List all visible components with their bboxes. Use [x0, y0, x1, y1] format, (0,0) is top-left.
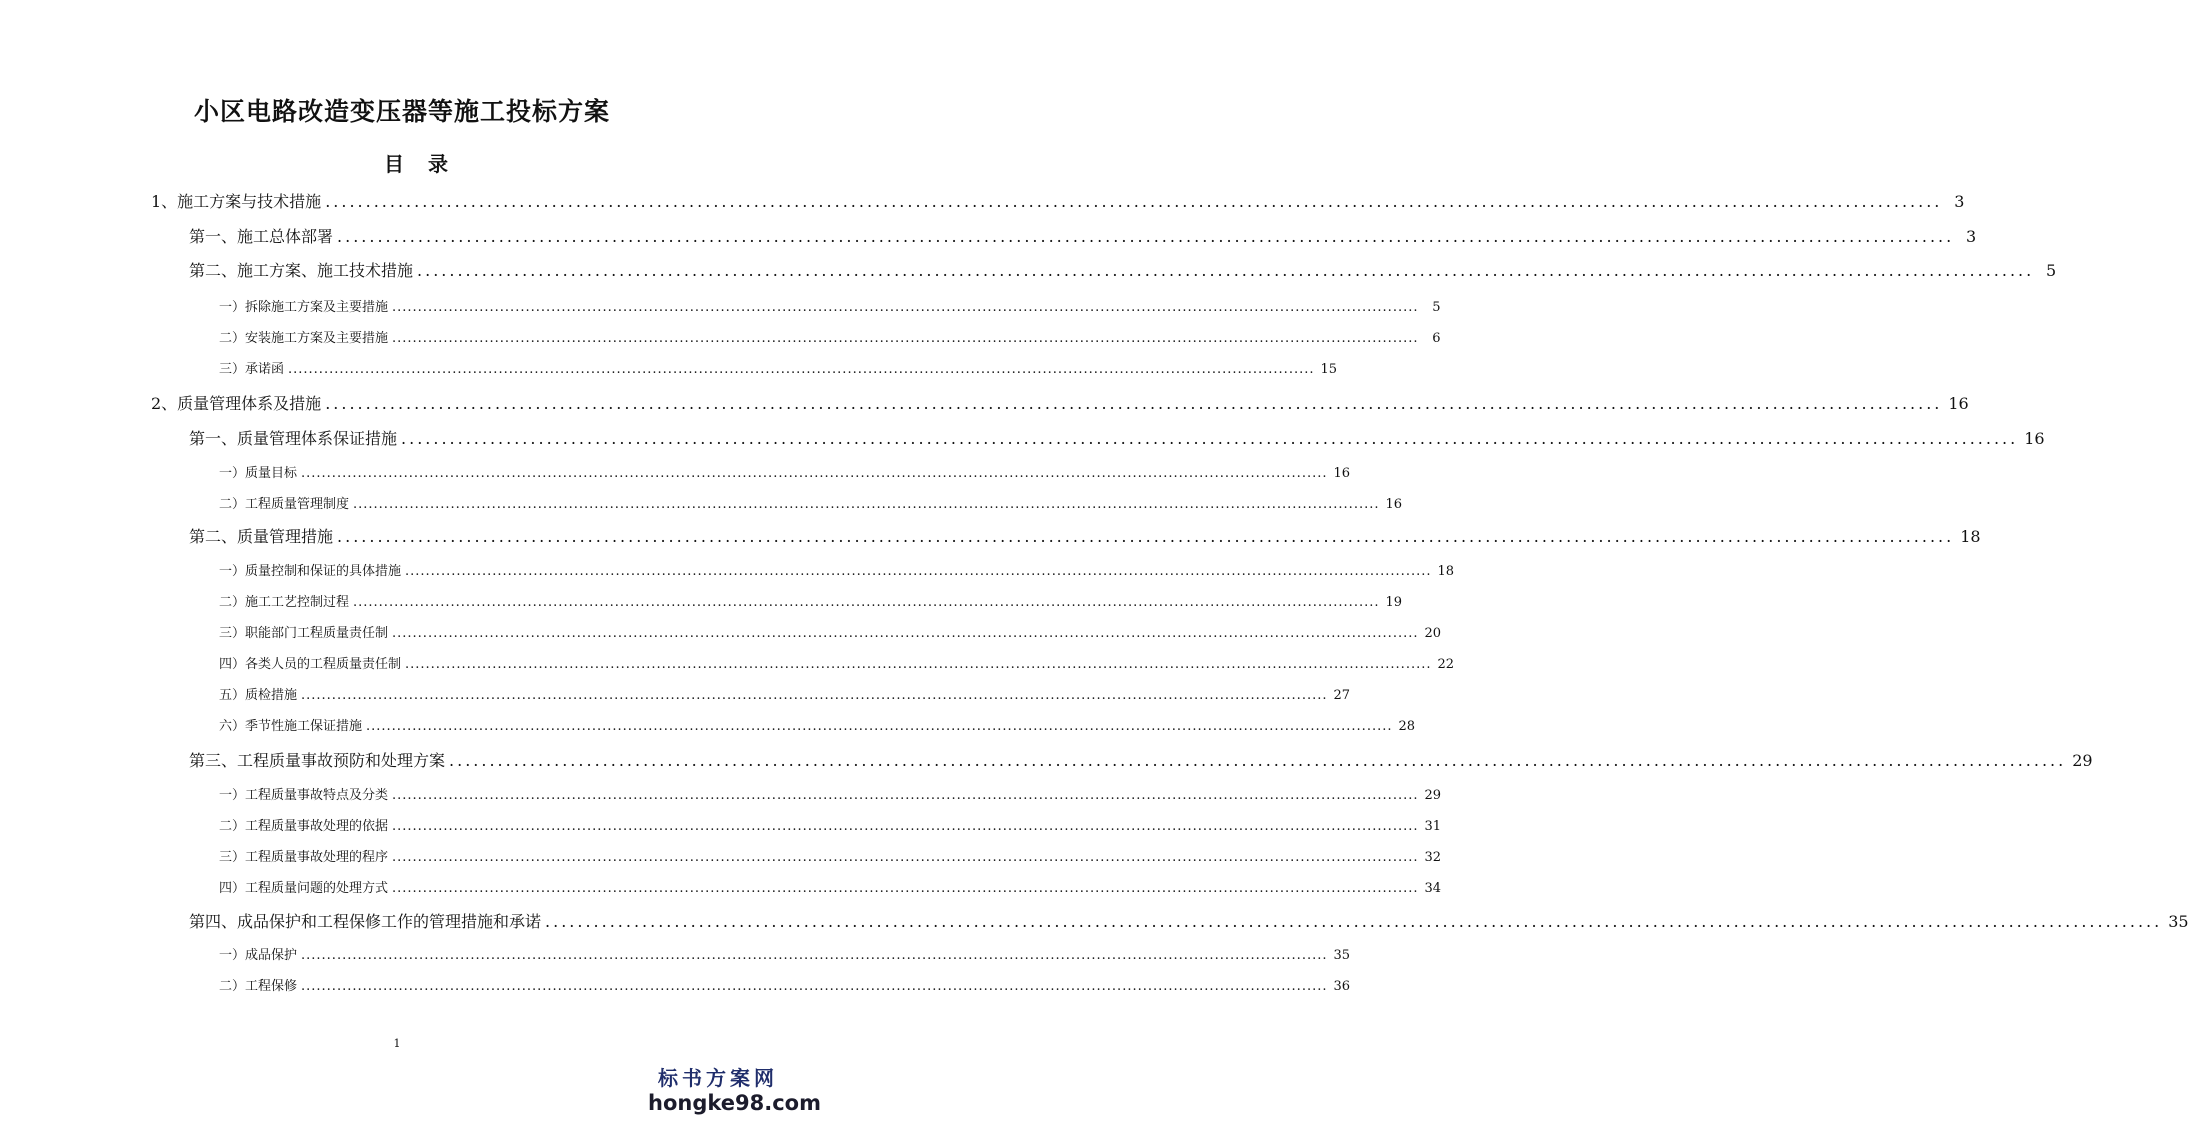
toc-entry[interactable]	[219, 358, 1338, 382]
toc-entry-label: 第一、施工总体部署	[189, 227, 334, 246]
toc-entry-label: 三）工程质量事故处理的程序	[219, 850, 389, 865]
toc-leader-dots: ........................................................................................................................................................................................................	[392, 850, 1419, 865]
toc-entry-label: 二）工程保修	[219, 979, 298, 994]
toc-entry-page: 16	[1333, 466, 1351, 481]
toc-entry-page: 3	[1966, 227, 1977, 246]
toc-entry-page: 20	[1424, 626, 1442, 641]
toc-entry[interactable]	[219, 846, 1442, 870]
toc-leader-dots: ........................................................................................................................................................................................................	[392, 626, 1419, 641]
toc-entry-label: 第二、施工方案、施工技术措施	[189, 261, 414, 280]
toc-entry-label: 一）拆除施工方案及主要措施	[219, 300, 389, 315]
toc-entry-page: 36	[1333, 979, 1351, 994]
toc-entry-page: 16	[1948, 394, 1969, 413]
toc-heading-left: 目	[384, 152, 404, 176]
toc-entry[interactable]	[219, 327, 1441, 351]
toc-leader-dots: ........................................................................................................................................................................................................	[405, 564, 1432, 579]
toc-entry-label: 第四、成品保护和工程保修工作的管理措施和承诺	[189, 912, 542, 931]
toc-entry-label: 一）质量控制和保证的具体措施	[219, 564, 402, 579]
toc-entry[interactable]	[219, 944, 1351, 968]
toc-leader-dots: ........................................................................................................................................................................................................	[325, 192, 1943, 211]
toc-entry-page: 6	[1432, 331, 1441, 346]
toc-entry[interactable]	[189, 427, 2045, 451]
toc-leader-dots: ........................................................................................................................................................................................................	[353, 497, 1380, 512]
toc-leader-dots: ........................................................................................................................................................................................................	[545, 912, 2163, 931]
toc-leader-dots: ........................................................................................................................................................................................................	[392, 819, 1419, 834]
toc-entry-label: 第三、工程质量事故预防和处理方案	[189, 751, 446, 770]
toc-entry-label: 第二、质量管理措施	[189, 527, 334, 546]
toc-entry[interactable]	[219, 715, 1416, 739]
toc-entry-page: 15	[1320, 362, 1338, 377]
toc-entry[interactable]	[219, 622, 1442, 646]
toc-leader-dots: ........................................................................................................................................................................................................	[401, 429, 2019, 448]
toc-entry-label: 二）施工工艺控制过程	[219, 595, 350, 610]
toc-entry-label: 一）质量目标	[219, 466, 298, 481]
toc-entry-label: 1、施工方案与技术措施	[151, 192, 322, 211]
toc-leader-dots: ........................................................................................................................................................................................................	[337, 227, 1955, 246]
toc-entry-label: 第一、质量管理体系保证措施	[189, 429, 398, 448]
toc-entry[interactable]	[219, 815, 1442, 839]
toc-entry-label: 二）安装施工方案及主要措施	[219, 331, 389, 346]
toc-entry[interactable]	[219, 653, 1455, 677]
toc-entry[interactable]	[189, 910, 2189, 934]
toc-leader-dots: ........................................................................................................................................................................................................	[366, 719, 1393, 734]
toc-entry[interactable]	[219, 493, 1403, 517]
toc-entry[interactable]	[189, 259, 2057, 283]
toc-entry-label: 三）职能部门工程质量责任制	[219, 626, 389, 641]
toc-leader-dots: ........................................................................................................................................................................................................	[392, 331, 1419, 346]
toc-entry[interactable]	[189, 749, 2093, 773]
watermark-url: hongke98.com	[648, 1091, 821, 1115]
toc-entry-page: 32	[1424, 850, 1442, 865]
toc-leader-dots: ........................................................................................................................................................................................................	[353, 595, 1380, 610]
toc-entry-page: 3	[1954, 192, 1965, 211]
toc-entry-page: 16	[2024, 429, 2045, 448]
toc-leader-dots: ........................................................................................................................................................................................................	[301, 466, 1328, 481]
toc-leader-dots: ........................................................................................................................................................................................................	[337, 527, 1955, 546]
toc-entry-page: 22	[1437, 657, 1455, 672]
toc-entry[interactable]	[219, 684, 1351, 708]
toc-entry-page: 35	[1333, 948, 1351, 963]
watermark	[648, 1066, 821, 1116]
toc-entry-label: 二）工程质量管理制度	[219, 497, 350, 512]
toc-entry-page: 19	[1385, 595, 1403, 610]
toc-entry-page: 27	[1333, 688, 1351, 703]
toc-leader-dots: ........................................................................................................................................................................................................	[301, 979, 1328, 994]
page-number: 1	[393, 1037, 401, 1050]
toc-entry[interactable]	[189, 525, 1981, 549]
toc-entry[interactable]	[189, 225, 1977, 249]
toc-entry-label: 三）承诺函	[219, 362, 285, 377]
toc-entry-page: 34	[1424, 881, 1442, 896]
toc-entry[interactable]	[219, 560, 1455, 584]
toc-entry-label: 二）工程质量事故处理的依据	[219, 819, 389, 834]
toc-leader-dots: ........................................................................................................................................................................................................	[301, 688, 1328, 703]
toc-entry[interactable]	[151, 190, 1965, 214]
toc-entry[interactable]	[151, 392, 1969, 416]
toc-entry[interactable]	[219, 296, 1441, 320]
toc-entry-page: 16	[1385, 497, 1403, 512]
toc-entry[interactable]	[219, 591, 1403, 615]
toc-leader-dots: ........................................................................................................................................................................................................	[325, 394, 1943, 413]
toc-leader-dots: ........................................................................................................................................................................................................	[405, 657, 1432, 672]
document-title: 小区电路改造变压器等施工投标方案	[193, 97, 610, 126]
toc-leader-dots: ........................................................................................................................................................................................................	[392, 881, 1419, 896]
toc-entry-page: 31	[1424, 819, 1442, 834]
toc-entry-page: 29	[2072, 751, 2093, 770]
watermark-title: 标书方案网	[658, 1066, 778, 1090]
toc-entry-page: 5	[2046, 261, 2057, 280]
toc-entry-label: 四）各类人员的工程质量责任制	[219, 657, 402, 672]
toc-entry-label: 五）质检措施	[219, 688, 298, 703]
toc-entry[interactable]	[219, 877, 1442, 901]
toc-entry-label: 2、质量管理体系及措施	[151, 394, 322, 413]
toc-leader-dots: ........................................................................................................................................................................................................	[417, 261, 2035, 280]
toc-leader-dots: ........................................................................................................................................................................................................	[449, 751, 2067, 770]
toc-entry-label: 四）工程质量问题的处理方式	[219, 881, 389, 896]
toc-entry-page: 18	[1437, 564, 1455, 579]
toc-leader-dots: ........................................................................................................................................................................................................	[392, 788, 1419, 803]
toc-entry[interactable]	[219, 975, 1351, 999]
toc-leader-dots: ........................................................................................................................................................................................................	[288, 362, 1315, 377]
toc-entry-page: 35	[2168, 912, 2189, 931]
toc-leader-dots: ........................................................................................................................................................................................................	[301, 948, 1328, 963]
toc-entry-label: 一）工程质量事故特点及分类	[219, 788, 389, 803]
toc-entry-page: 29	[1424, 788, 1442, 803]
toc-entry-page: 28	[1398, 719, 1416, 734]
toc-entry-label: 六）季节性施工保证措施	[219, 719, 363, 734]
toc-heading-right: 录	[428, 152, 448, 176]
toc-entry-label: 一）成品保护	[219, 948, 298, 963]
toc-entry-page: 18	[1960, 527, 1981, 546]
toc-entry[interactable]	[219, 784, 1442, 808]
toc-entry-page: 5	[1432, 300, 1441, 315]
toc-entry[interactable]	[219, 462, 1351, 486]
toc-leader-dots: ........................................................................................................................................................................................................	[392, 300, 1419, 315]
